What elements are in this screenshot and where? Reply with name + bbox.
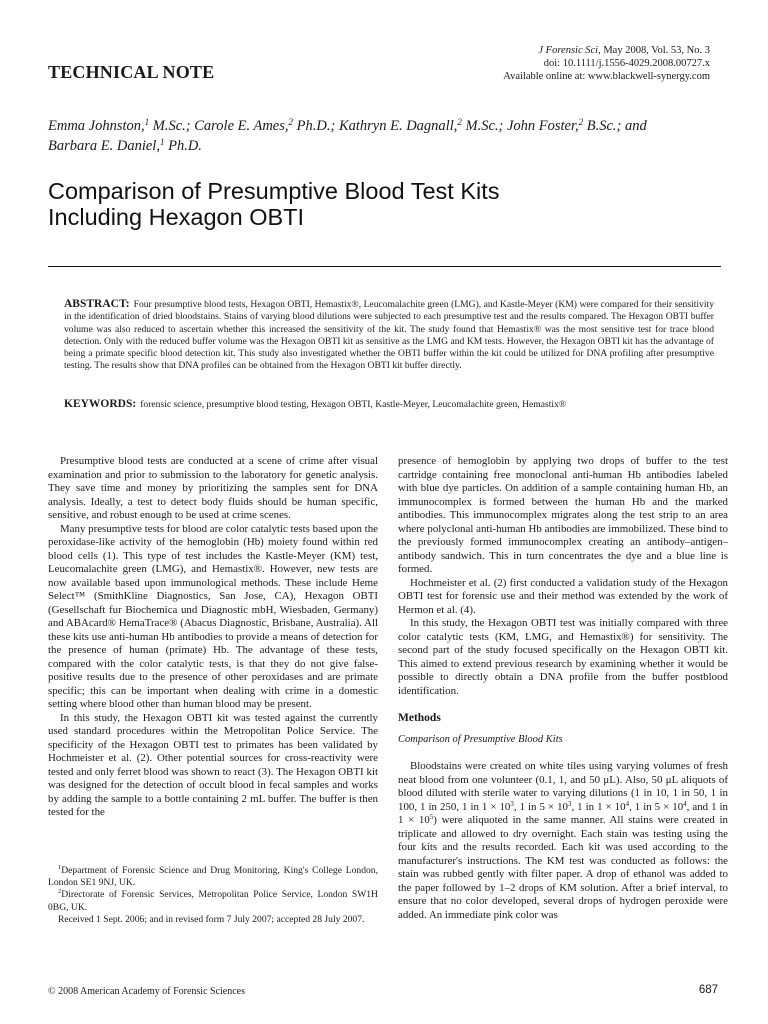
author-degree: B.Sc.; and xyxy=(583,118,647,134)
affiliation-sup: 1 xyxy=(144,117,150,127)
online-availability: Available online at: www.blackwell-synergy.com xyxy=(503,71,710,82)
author-name: Barbara E. Daniel, xyxy=(48,138,160,154)
journal-name: J Forensic Sci, xyxy=(538,45,601,56)
affiliation-sup: 2 xyxy=(288,117,294,127)
exponent: 5 xyxy=(429,813,434,821)
abstract xyxy=(64,298,714,373)
body-paragraph: Many presumptive tests for blood are color catalytic tests based upon the peroxidase-like activity of the hemoglobin (Hb) moiety found within red blood cells (1). This type of test includes the Kastle-Meyer (KM) test, Leucomalachite green (LMG), and Hemastix®. However, new tests are now available based upon immunological methods. These include Heme Select™ (SmithKline Diagnostics, San Jose, CA), Hexagon OBTI (Gesellschaft fur Biochemica und Diagnostic mbH, Wiesbaden, Germany) and ABAcard® HemaTrace® (Abacus Diagnostic, Brisbane, Australia). All these kits use anti-human Hb antibodies to provide a means of detection for the presence of human (primate) Hb. The advantage of these tests, compared with the color catalytic tests, is that they do not give false-positive results due to the presence of other peroxidases and are primate specific; this can be important when dealing with crime in a domestic setting where blood other than human blood may be present. xyxy=(48,522,378,710)
paper-title xyxy=(48,178,728,230)
body-paragraph: presence of hemoglobin by applying two drops of buffer to the test cartridge containing free monoclonal anti-human Hb antibodies labeled with blue dye particles. On addition of a sample containing human Hb, an immunocomplex is formed between the human Hb and the marked antibodies. This immunocomplex migrates along the test strip to an area where polyclonal anti-human Hb antibodies are immobilized. These bind to the previously formed immunocomplex creating an antibody–antigen–antibody sandwich. This in turn concentrates the dye and a blue line is formed. xyxy=(398,455,728,575)
section-type: TECHNICAL NOTE xyxy=(48,62,215,82)
body-paragraph: In this study, the Hexagon OBTI kit was tested against the currently used standard procedures within the Metropolitan Police Service. The specificity of the Hexagon OBTI test to primates has been validated by Hochmeister et al. (2). Other potential sources for cross-reactivity were tested and only ferret blood was shown to react (3). The Hexagon OBTI kit was designed for the detection of occult blood in fecal samples and works by adding the sample to a bottle containing 2 mL buffer. The buffer is then tested for the xyxy=(48,711,378,818)
footnote-text: Directorate of Forensic Services, Metropolitan Police Service, London SW1H 0BG, UK. xyxy=(48,889,378,913)
methods-text: , 1 in 1 × 10 xyxy=(571,800,626,813)
body-paragraph: In this study, the Hexagon OBTI test was initially compared with three color catalytic tests (KM, LMG, and Hemastix®) for sensitivity. The second part of the study focused specifically on the Hexagon OBTI kit. This aimed to extend previous research by examining whether it would be possible to directly obtain a DNA profile from the buffer postblood identification. xyxy=(398,617,728,697)
body-paragraph xyxy=(398,760,728,922)
footnote-affiliation-1 xyxy=(48,865,378,889)
footnote-text: Received 1 Sept. 2006; and in revised form 7 July 2007; accepted 28 July 2007. xyxy=(58,913,365,925)
methods-subheading: Comparison of Presumptive Blood Kits xyxy=(398,733,563,745)
exponent: 3 xyxy=(510,799,514,808)
title-line-1: Comparison of Presumptive Blood Test Kits xyxy=(48,178,500,204)
author-name: Emma Johnston, xyxy=(48,118,145,134)
author-degree: Ph.D. xyxy=(164,138,202,154)
methods-text: , and 1 in 1 × 10 xyxy=(398,800,728,826)
methods-text: ) were aliquoted in the same manner. All stains were created in triplicate and allowed to dry overnight. Each stain was testing using the four kits and the results recorded. Each kit was used according to the manufacturer's instructions. The KM test was conducted as follows: the stain was rubbed gently with filter paper. A drop of ethanol was added to the paper followed by 1–2 drops of KM solution. After a brief interval, to ensure that no color developed, several drops of hydrogen peroxide were added. An immediate pink color was xyxy=(398,814,728,921)
author-line-1 xyxy=(48,116,728,136)
abstract-text: Four presumptive blood tests, Hexagon OBTI, Hemastix®, Leucomalachite green (LMG), and Kastle-Meyer (KM) were compared for their sensitivity in the identification of dried bloodstains. Stains of varying blood dilutions were subjected to each presumptive test and the results compared. The Hexagon OBTI buffer volume was also reduced to ascertain whether this increased the sensitivity of the kit. The study found that Hemastix® was the most sensitive test for trace blood detection. Only with the reduced buffer volume was the Hexagon OBTI kit as sensitive as the LMG and KM tests. However, the Hexagon OBTI kit has the advantage of being a primate specific blood detection kit. This study also investigated whether the OBTI buffer within the kit could be utilized for DNA profiling after presumptive testing. The results show that DNA profiles can be obtained from the Hexagon OBTI kit buffer directly. xyxy=(64,299,714,372)
journal-volume: May 2008, Vol. 53, No. 3 xyxy=(600,45,710,56)
footnote-affiliation-2 xyxy=(48,889,378,913)
affiliation-sup: 2 xyxy=(457,117,462,127)
affiliation-sup: 1 xyxy=(159,137,165,147)
footnotes xyxy=(48,865,378,926)
affiliation-sup: 2 xyxy=(578,117,584,127)
keywords-label: KEYWORDS: xyxy=(64,398,137,410)
author-line-2 xyxy=(48,136,728,156)
exponent: 4 xyxy=(625,799,630,808)
abstract-label: ABSTRACT: xyxy=(64,298,130,310)
doi: doi: 10.1111/j.1556-4029.2008.00727.x xyxy=(543,58,710,69)
exponent: 3 xyxy=(567,799,572,808)
page-number: 687 xyxy=(698,984,718,996)
methods-text: Bloodstains were created on white tiles using varying volumes of fresh neat blood from one volunteer (0.1, 1, and 50 μL). Also, 50 μL aliquots of blood diluted with sterile water to varying dilutions (1 in 10, 1 in 50, 1 in 100, 1 in 250, 1 in 1 × 10 xyxy=(398,760,728,813)
footnote-sup: 1 xyxy=(58,864,62,871)
methods-text: , 1 in 5 × 10 xyxy=(629,800,684,813)
author-name: Kathryn E. Dagnall, xyxy=(338,118,458,134)
copyright: © 2008 American Academy of Forensic Sciences xyxy=(48,986,245,997)
footnote-text: Department of Forensic Science and Drug Monitoring, King's College London, London SE1 9NJ, UK. xyxy=(48,865,378,889)
author-name: John Foster, xyxy=(506,118,579,134)
footnote-sup: 2 xyxy=(58,888,62,896)
footnote-received xyxy=(48,914,378,926)
author-degree: M.Sc.; xyxy=(461,118,507,134)
journal-info xyxy=(390,44,710,83)
exponent: 4 xyxy=(683,799,687,808)
body-left-column xyxy=(48,455,378,820)
keywords xyxy=(64,398,714,411)
methods-text: , 1 in 5 × 10 xyxy=(513,800,568,813)
author-degree: M.Sc.; xyxy=(149,118,195,134)
body-paragraph: Hochmeister et al. (2) first conducted a validation study of the Hexagon OBTI test for forensic use and their method was extended by the work of Hermon et al. (4). xyxy=(398,576,728,616)
body-right-column xyxy=(398,455,728,922)
methods-heading: Methods xyxy=(398,712,441,724)
keywords-text: forensic science, presumptive blood testing, Hexagon OBTI, Kastle-Meyer, Leucomalachite green, Hemastix® xyxy=(140,399,567,410)
title-line-2: Including Hexagon OBTI xyxy=(48,204,305,230)
author-list xyxy=(48,116,728,156)
body-paragraph: Presumptive blood tests are conducted at a scene of crime after visual examination and prior to submission to the laboratory for genetic analysis. They save time and money by prioritizing the samples sent for DNA analysis. Ideally, a test to detect body fluids should be human specific, sensitive, and robust enough to be used at crime scenes. xyxy=(48,455,378,521)
author-degree: Ph.D.; xyxy=(293,118,339,134)
journal-citation xyxy=(390,44,710,57)
author-name: Carole E. Ames, xyxy=(194,118,289,134)
title-rule xyxy=(48,266,721,267)
